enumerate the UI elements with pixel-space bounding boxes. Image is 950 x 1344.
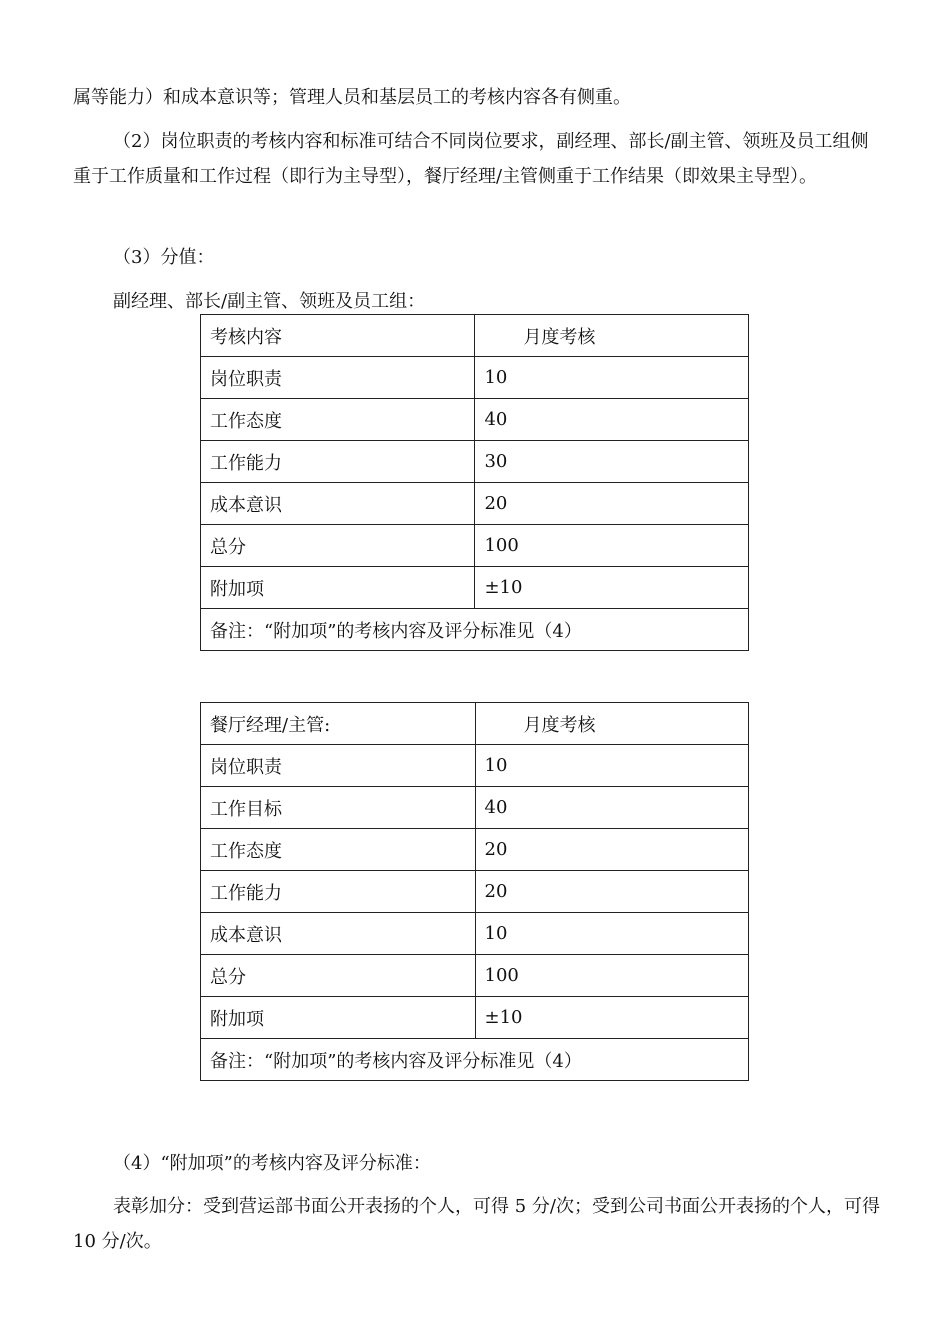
table-cell-item: 岗位职责	[201, 745, 476, 787]
table-cell-item: 工作能力	[201, 871, 476, 913]
table-row	[201, 787, 749, 829]
table-cell-score: 10	[475, 913, 749, 955]
table-cell-score: 10	[475, 357, 749, 399]
table-note: 备注：“附加项”的考核内容及评分标准见（4）	[201, 609, 749, 651]
table-cell-item: 工作能力	[201, 441, 475, 483]
table-header-cell: 餐厅经理/主管:	[201, 703, 476, 745]
table-header-row	[201, 315, 749, 357]
table-cell-score: 30	[475, 441, 749, 483]
table-cell-item: 附加项	[201, 997, 476, 1039]
table-cell-score: 100	[475, 525, 749, 567]
table-cell-score: 40	[475, 787, 749, 829]
table-cell-item: 总分	[201, 525, 475, 567]
table-cell-item: 附加项	[201, 567, 475, 609]
table-row	[201, 525, 749, 567]
table-cell-item: 工作态度	[201, 399, 475, 441]
table-row	[201, 745, 749, 787]
table-row	[201, 483, 749, 525]
table-cell-score: 20	[475, 829, 749, 871]
table-cell-score: 100	[475, 955, 749, 997]
table-note-row	[201, 609, 749, 651]
table-row	[201, 955, 749, 997]
table-cell-item: 总分	[201, 955, 476, 997]
paragraph-table1-caption: 副经理、部长/副主管、领班及员工组：	[113, 291, 426, 312]
table-header-cell: 考核内容	[201, 315, 475, 357]
score-table-manager	[200, 702, 749, 1081]
paragraph-bonus-rules: 表彰加分：受到营运部书面公开表扬的个人，可得 5 分/次；受到公司书面公开表扬的个人，可得 10 分/次。	[73, 1196, 880, 1252]
table-row	[201, 913, 749, 955]
table-row	[201, 871, 749, 913]
table-cell-item: 工作态度	[201, 829, 476, 871]
table-header-cell: 月度考核	[475, 315, 749, 357]
paragraph-score-heading: （3）分值：	[113, 247, 215, 268]
table-cell-score: 10	[475, 745, 749, 787]
table-cell-item: 工作目标	[201, 787, 476, 829]
table-note: 备注：“附加项”的考核内容及评分标准见（4）	[201, 1039, 749, 1081]
table-cell-score: 20	[475, 483, 749, 525]
table-row	[201, 567, 749, 609]
table-header-row	[201, 703, 749, 745]
table-note-row	[201, 1039, 749, 1081]
table-cell-item: 成本意识	[201, 913, 476, 955]
score-table-staff	[200, 314, 749, 651]
table-row	[201, 997, 749, 1039]
table-cell-item: 成本意识	[201, 483, 475, 525]
table-row	[201, 441, 749, 483]
table-cell-score: 40	[475, 399, 749, 441]
paragraph-intro-continued: 属等能力）和成本意识等；管理人员和基层员工的考核内容各有侧重。	[73, 87, 631, 108]
table-cell-item: 岗位职责	[201, 357, 475, 399]
table-cell-score: ±10	[475, 997, 749, 1039]
table-cell-score: ±10	[475, 567, 749, 609]
table-row	[201, 829, 749, 871]
table-row	[201, 399, 749, 441]
table-row	[201, 357, 749, 399]
paragraph-bonus-heading: （4）“附加项”的考核内容及评分标准：	[113, 1153, 431, 1174]
table-cell-score: 20	[475, 871, 749, 913]
paragraph-position-duties: （2）岗位职责的考核内容和标准可结合不同岗位要求，副经理、部长/副主管、领班及员工组侧重于工作质量和工作过程（即行为主导型），餐厅经理/主管侧重于工作结果（即效果主导型）。	[73, 131, 869, 187]
table-header-cell: 月度考核	[475, 703, 749, 745]
